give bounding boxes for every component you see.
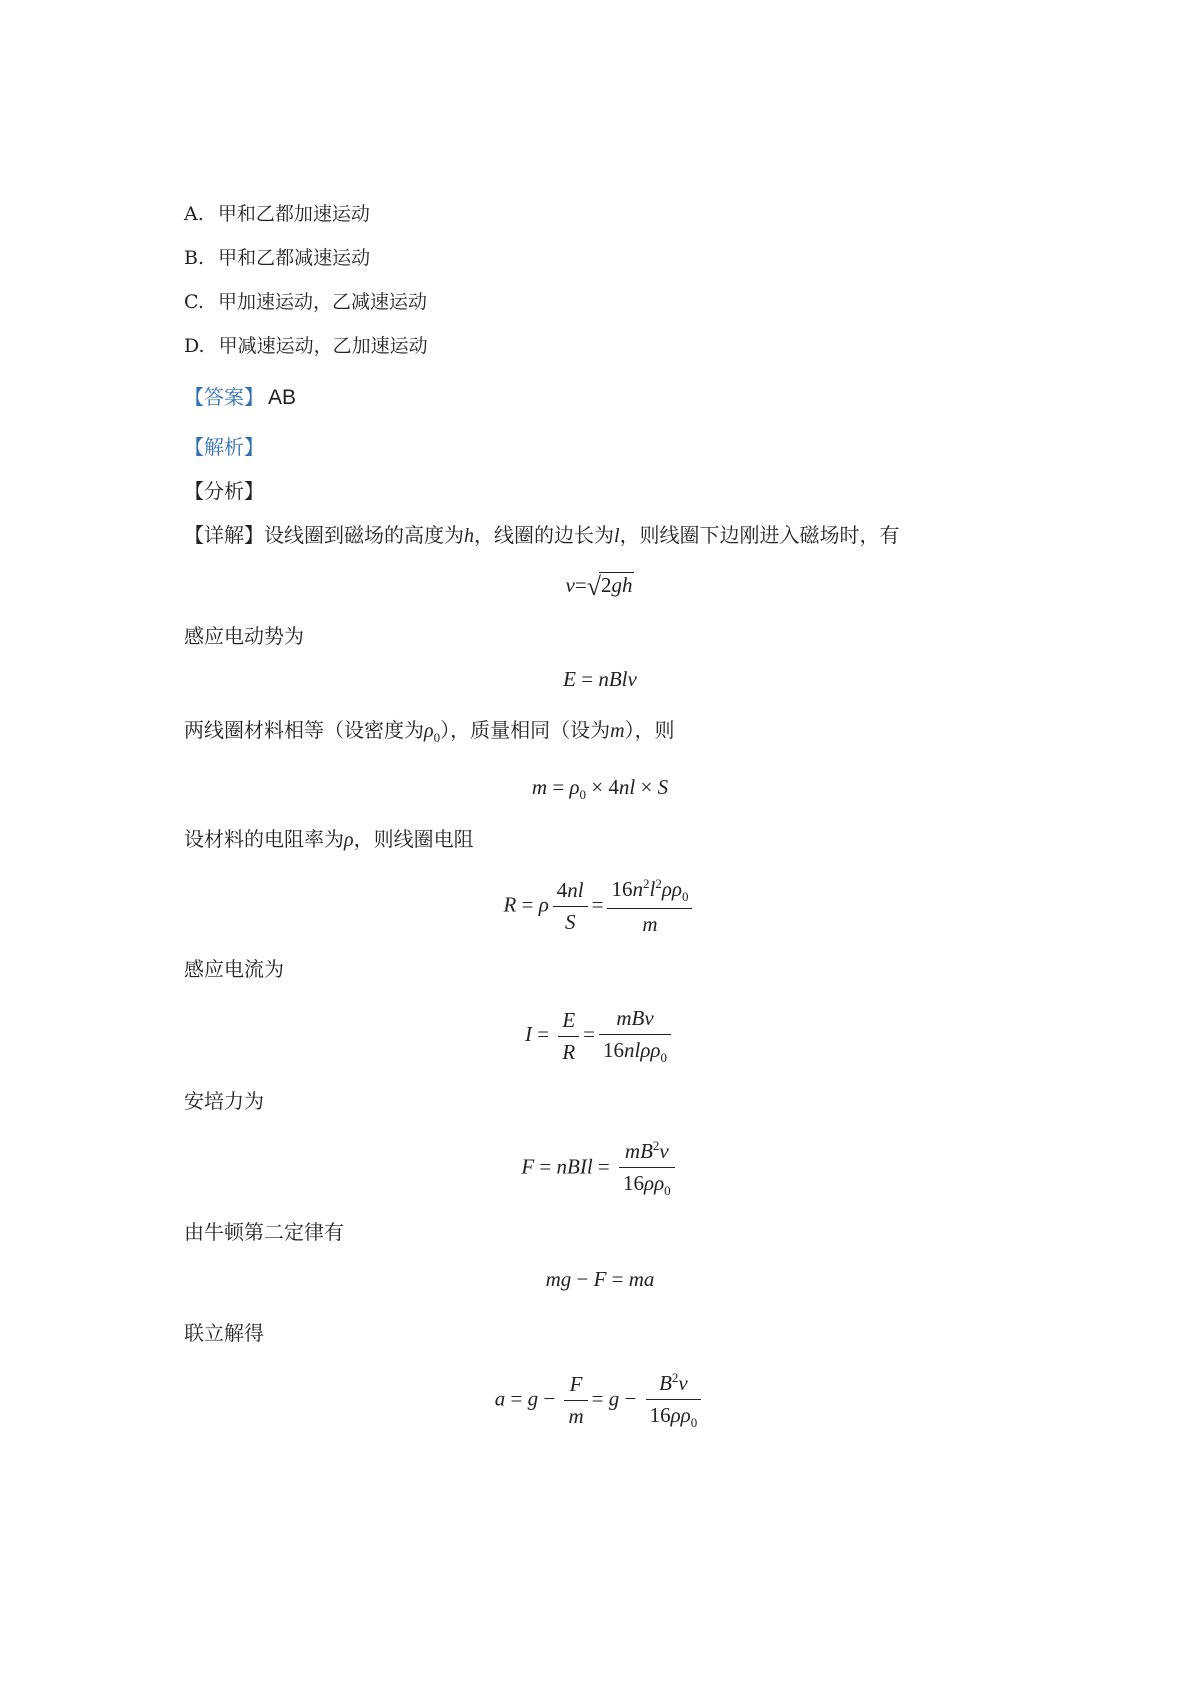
detail-text: 设线圈到磁场的高度为 [264, 523, 464, 547]
para-mass-b: ），质量相同（设为 [440, 718, 611, 742]
detail-line [184, 522, 900, 549]
analysis-tag: 【解析】 [184, 435, 264, 459]
para-resist-b: ，则线圈电阻 [353, 827, 474, 851]
var-h: h [464, 525, 474, 547]
option-d [184, 333, 428, 359]
para-mass: 两线圈材料相等（设密度为$\rho_0$），质量相同（设为m），则 [184, 718, 675, 745]
equation-velocity: v=√2gh [565, 572, 633, 601]
equation-emf: E = nBlv [563, 667, 637, 691]
option-a [184, 201, 370, 227]
detail-tag: 【详解】 [184, 523, 264, 547]
equation-acceleration: a = g − $\frac{F}{m}$ = g − $\frac{B^2v}{16\rho\rho_0}$ [0, 1370, 1200, 1431]
fenxi-tag: 【分析】 [184, 479, 264, 503]
equation-current: I = $\frac{E}{R}$ = $\frac{\text{mBv}}{16nl\rho\rho_0}$ [0, 1006, 1200, 1066]
var-l: l [614, 525, 620, 547]
para-mass-c: ），则 [624, 718, 675, 742]
detail-text: ，则线圈下边刚进入磁场时，有 [619, 523, 900, 547]
option-b [184, 245, 370, 271]
para-current: 感应电流为 [184, 957, 284, 981]
option-text: 甲和乙都加速运动 [217, 203, 370, 225]
equation-resistance: R = ρ $\frac{4nl}{S}$ = $\frac{16n^2l^2\rho\rho_0}{m}$ [0, 876, 1200, 937]
option-c [184, 289, 427, 315]
detail-text: ，线圈的边长为 [474, 523, 614, 547]
para-emf: 感应电动势为 [184, 624, 304, 648]
para-resistivity: 设材料的电阻率为ρ，则线圈电阻 [184, 827, 474, 851]
option-text: 甲和乙都减速运动 [218, 247, 371, 269]
answer-value: AB [268, 386, 297, 409]
answer-line [184, 384, 296, 411]
para-ampere: 安培力为 [184, 1089, 264, 1113]
option-text: 甲加速运动，乙减速运动 [217, 291, 427, 313]
option-letter: D. [184, 335, 205, 357]
equation-newton: mg − F = ma [545, 1267, 655, 1291]
answer-tag: 【答案】 [184, 385, 264, 409]
option-letter: C. [184, 291, 204, 313]
option-text: 甲减速运动，乙加速运动 [218, 335, 428, 357]
option-letter: B. [184, 247, 205, 269]
para-resist-a: 设材料的电阻率为 [184, 827, 344, 851]
para-mass-a: 两线圈材料相等（设密度为 [184, 718, 424, 742]
equation-mass: $m = \rho_0 \times 4nl \times S$ [531, 775, 669, 803]
option-letter: A. [184, 203, 204, 225]
para-newton: 由牛顿第二定律有 [184, 1220, 344, 1244]
para-solve: 联立解得 [184, 1321, 264, 1345]
equation-ampere: F = nBIl = $\frac{mB^2v}{16\rho\rho_0}$ [0, 1138, 1200, 1199]
